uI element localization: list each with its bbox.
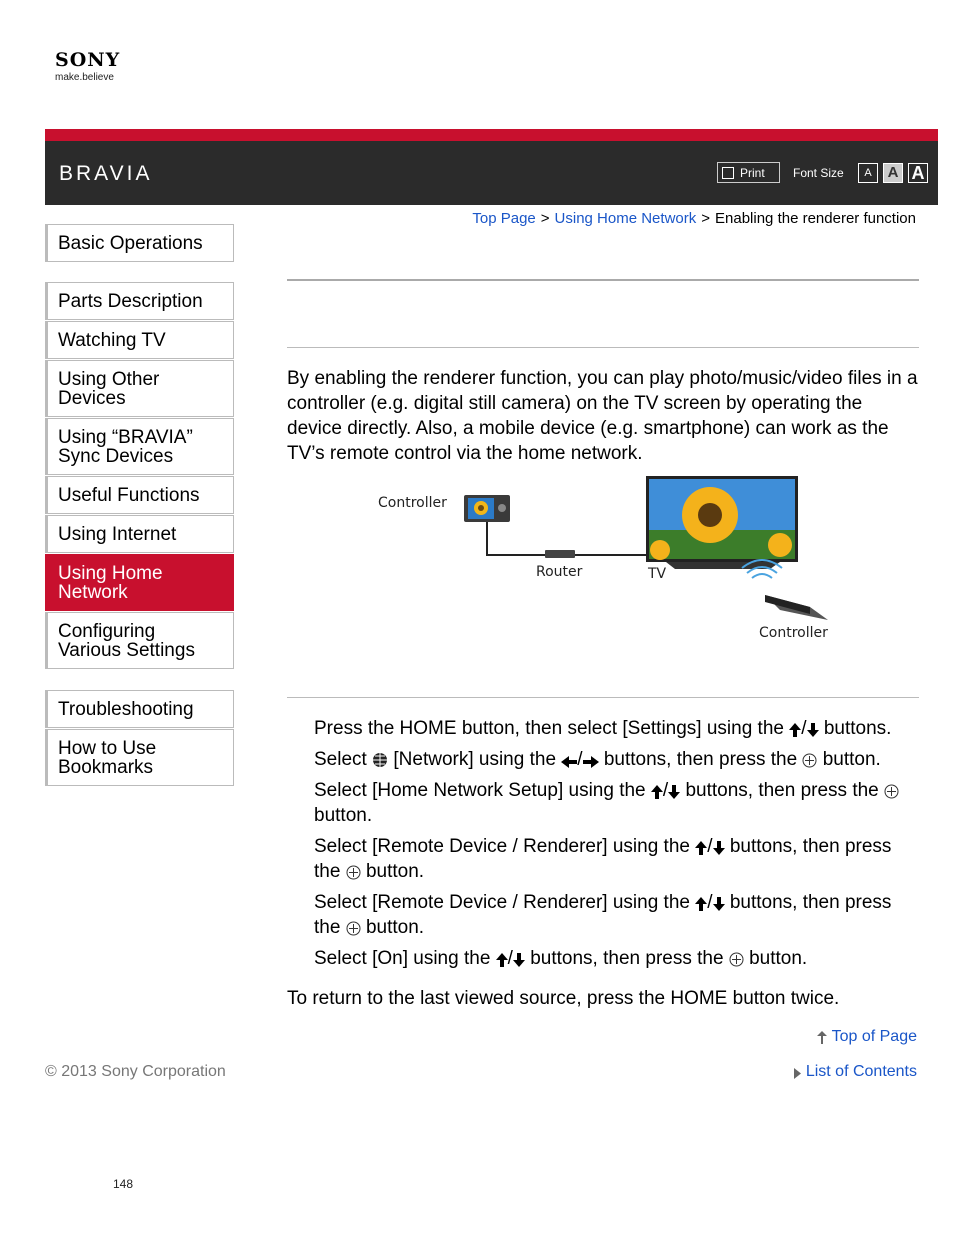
intro-paragraph: By enabling the renderer function, you can play photo/music/video files in a controller (e.g. digital still camera) on the TV screen by operating the device directly. Also, a mobile device (e.g. smartphone) can work as the TV’s remote control via the home network. xyxy=(287,368,918,464)
sony-logo xyxy=(55,50,120,84)
step-text: Select [Remote Device / Renderer] using the xyxy=(314,892,690,913)
step-text: buttons, then press the xyxy=(685,780,879,801)
sony-tagline: make.believe xyxy=(55,72,114,83)
router-icon xyxy=(545,550,575,558)
steps-top-rule xyxy=(287,697,919,698)
diagram-tv-label: TV xyxy=(648,566,667,582)
sidebar-item-useful-functions[interactable] xyxy=(45,476,234,514)
slash: / xyxy=(507,948,513,969)
enter-button-icon xyxy=(729,952,744,967)
breadcrumb-top-page[interactable]: Top Page xyxy=(472,210,536,227)
sidebar-item-label: Using Internet xyxy=(58,523,177,545)
arrow-up-icon xyxy=(789,723,801,737)
breadcrumb-current: Enabling the renderer function xyxy=(715,210,916,227)
header-accent-bar xyxy=(45,129,938,141)
slash: / xyxy=(662,780,669,801)
arrow-down-icon xyxy=(513,953,525,967)
sidebar-item-configuring-settings[interactable] xyxy=(45,612,234,669)
enter-button-icon xyxy=(346,921,361,936)
print-button[interactable] xyxy=(717,162,780,183)
step-1 xyxy=(314,716,919,741)
breadcrumb-using-home-network[interactable]: Using Home Network xyxy=(554,210,697,227)
sidebar-item-using-home-network[interactable] xyxy=(45,554,234,611)
step-text: Select xyxy=(314,749,367,770)
step-text: button. xyxy=(365,917,425,938)
top-of-page-link[interactable] xyxy=(817,1028,917,1046)
arrow-up-icon xyxy=(496,953,508,967)
chevron-right-icon xyxy=(794,1068,801,1079)
arrow-up-icon xyxy=(651,785,663,799)
sidebar-item-label: How to Use Bookmarks xyxy=(58,737,157,778)
sidebar-item-label: Watching TV xyxy=(58,329,166,351)
copyright: © 2013 Sony Corporation xyxy=(45,1063,226,1080)
header-bar xyxy=(45,141,938,205)
step-2 xyxy=(314,747,919,772)
enter-button-icon xyxy=(346,865,361,880)
enter-button-icon xyxy=(802,753,817,768)
step-text: Select [Home Network Setup] using the xyxy=(314,780,646,801)
network-globe-icon xyxy=(372,752,388,768)
sidebar-item-label: Useful Functions xyxy=(58,484,200,506)
slash: / xyxy=(707,892,713,913)
arrow-up-icon xyxy=(695,897,707,911)
sidebar-item-label: Configuring Various Settings xyxy=(58,620,195,661)
font-size-large-button[interactable]: A xyxy=(908,163,928,183)
arrow-up-icon xyxy=(817,1031,827,1044)
step-text: Select [Remote Device / Renderer] using the xyxy=(314,836,690,857)
step-text: buttons, then press the xyxy=(314,836,892,882)
sidebar-item-label: Basic Operations xyxy=(58,232,203,254)
arrow-right-icon xyxy=(583,756,599,768)
bravia-logo: BRAVIA xyxy=(59,162,153,185)
diagram-controller-label: Controller xyxy=(378,495,447,511)
diagram-router-label: Router xyxy=(536,564,583,580)
step-3 xyxy=(314,778,919,828)
sidebar-item-parts-description[interactable] xyxy=(45,282,234,320)
sidebar-item-using-bravia-sync[interactable] xyxy=(45,418,234,475)
slash: / xyxy=(801,718,807,739)
page-number: 148 xyxy=(113,1177,134,1191)
step-6 xyxy=(314,946,919,971)
step-text: Select [On] using the xyxy=(314,948,491,969)
breadcrumb xyxy=(472,210,916,227)
arrow-up-icon xyxy=(695,841,707,855)
sidebar-item-label: Using Home Network xyxy=(58,562,163,603)
diagram-mobile-label: Controller xyxy=(759,625,828,641)
step-text: buttons, then press the xyxy=(530,948,724,969)
sidebar-item-watching-tv[interactable] xyxy=(45,321,234,359)
arrow-down-icon xyxy=(713,841,725,855)
arrow-down-icon xyxy=(713,897,725,911)
font-size-medium-button[interactable]: A xyxy=(883,163,903,183)
step-5 xyxy=(314,890,919,940)
sony-brand: SONY xyxy=(55,49,121,71)
sidebar-item-label: Parts Description xyxy=(58,290,203,312)
arrow-down-icon xyxy=(668,785,680,799)
sidebar-item-bookmarks[interactable] xyxy=(45,729,234,786)
enter-button-icon xyxy=(884,784,899,799)
top-of-page-label: Top of Page xyxy=(831,1028,917,1045)
print-icon xyxy=(722,167,734,179)
breadcrumb-separator: > xyxy=(701,210,711,227)
sidebar-item-label: Troubleshooting xyxy=(58,698,194,720)
sidebar-item-troubleshooting[interactable] xyxy=(45,690,234,728)
step-text: button. xyxy=(822,749,881,770)
step-text: button. xyxy=(749,948,808,969)
title-top-rule xyxy=(287,279,919,281)
breadcrumb-separator: > xyxy=(540,210,550,227)
sidebar-item-label: Using Other Devices xyxy=(58,368,160,409)
title-bottom-rule xyxy=(287,347,919,348)
arrow-down-icon xyxy=(807,723,819,737)
return-note: To return to the last viewed source, press the HOME button twice. xyxy=(287,988,840,1009)
slash: / xyxy=(707,836,713,857)
arrow-left-icon xyxy=(561,756,577,768)
sidebar-item-using-other-devices[interactable] xyxy=(45,360,234,417)
step-text: [Network] using the xyxy=(393,749,557,770)
sidebar-item-basic-operations[interactable] xyxy=(45,224,234,262)
renderer-diagram xyxy=(370,470,840,650)
font-size-small-button[interactable]: A xyxy=(858,163,878,183)
slash: / xyxy=(577,749,583,770)
steps-list xyxy=(314,716,919,977)
print-label: Print xyxy=(740,165,765,180)
step-text: buttons, then press the xyxy=(603,749,798,770)
list-of-contents-label: List of Contents xyxy=(805,1063,917,1080)
sidebar-item-using-internet[interactable] xyxy=(45,515,234,553)
sidebar-item-label: Using “BRAVIA” Sync Devices xyxy=(58,426,193,467)
step-text: button. xyxy=(365,861,425,882)
step-4 xyxy=(314,834,919,884)
font-size-label: Font Size xyxy=(793,166,844,180)
step-text: button. xyxy=(314,805,373,826)
step-text: Press the HOME button, then select [Settings] using the xyxy=(314,718,784,739)
list-of-contents-link[interactable] xyxy=(794,1063,917,1081)
step-text: buttons. xyxy=(823,718,892,739)
step-text: buttons, then press the xyxy=(314,892,892,938)
